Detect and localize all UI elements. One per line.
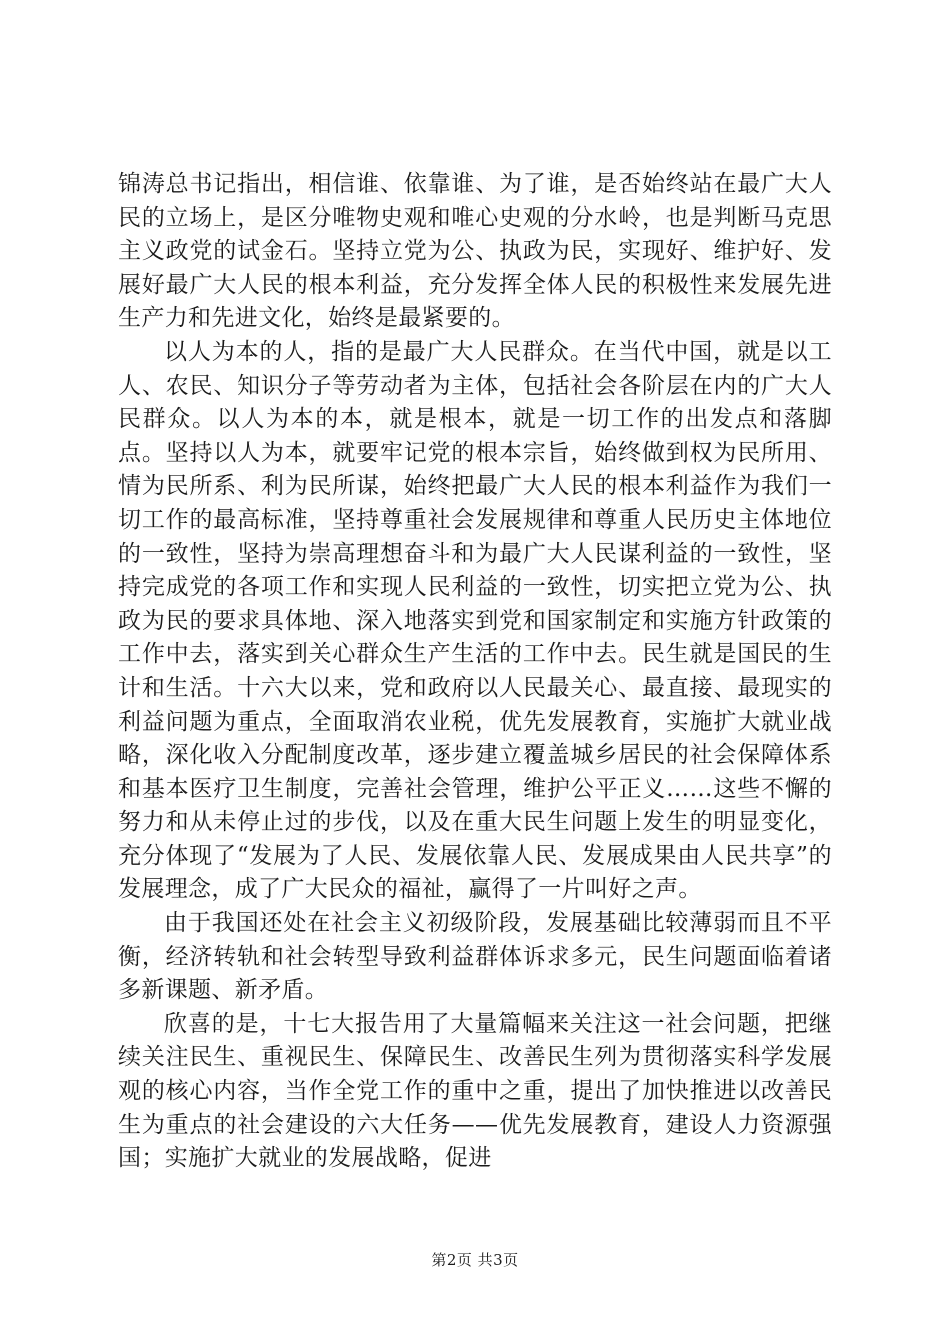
document-body xyxy=(118,168,832,1176)
paragraph-4: 欣喜的是，十七大报告用了大量篇幅来关注这一社会问题，把继续关注民生、重视民生、保障民生、改善民生列为贯彻落实科学发展观的核心内容，当作全党工作的重中之重，提出了加快推进以改善民生为重点的社会建设的六大任务——优先发展教育，建设人力资源强国；实施扩大就业的发展战略，促进 xyxy=(118,1010,832,1172)
paragraph-3: 由于我国还处在社会主义初级阶段，发展基础比较薄弱而且不平衡，经济转轨和社会转型导致利益群体诉求多元，民生问题面临着诸多新课题、新矛盾。 xyxy=(118,910,832,1004)
page-number-footer: 第2页 共3页 xyxy=(431,1251,519,1269)
paragraph-2: 以人为本的人，指的是最广大人民群众。在当代中国，就是以工人、农民、知识分子等劳动者为主体，包括社会各阶层在内的广大人民群众。以人为本的本，就是根本，就是一切工作的出发点和落脚点。坚持以人为本，就要牢记党的根本宗旨，始终做到权为民所用、情为民所系、利为民所谋，始终把最广大人民的根本利益作为我们一切工作的最高标准，坚持尊重社会发展规律和尊重人民历史主体地位的一致性，坚持为崇高理想奋斗和为最广大人民谋利益的一致性，坚持完成党的各项工作和实现人民利益的一致性，切实把立党为公、执政为民的要求具体地、深入地落实到党和国家制定和实施方针政策的工作中去，落实到关心群众生产生活的工作中去。民生就是国民的生计和生活。十六大以来，党和政府以人民最关心、最直接、最现实的利益问题为重点，全面取消农业税，优先发展教育，实施扩大就业战略，深化收入分配制度改革，逐步建立覆盖城乡居民的社会保障体系和基本医疗卫生制度，完善社会管理，维护公平正义……这些不懈的努力和从未停止过的步伐，以及在重大民生问题上发生的明显变化，充分体现了“发展为了人民、发展依靠人民、发展成果由人民共享”的发展理念，成了广大民众的福祉，赢得了一片叫好之声。 xyxy=(118,338,832,903)
paragraph-1: 锦涛总书记指出，相信谁、依靠谁、为了谁，是否始终站在最广大人民的立场上，是区分唯物史观和唯心史观的分水岭，也是判断马克思主义政党的试金石。坚持立党为公、执政为民，实现好、维护好、发展好最广大人民的根本利益，充分发挥全体人民的积极性来发展先进生产力和先进文化，始终是最紧要的。 xyxy=(118,171,832,332)
